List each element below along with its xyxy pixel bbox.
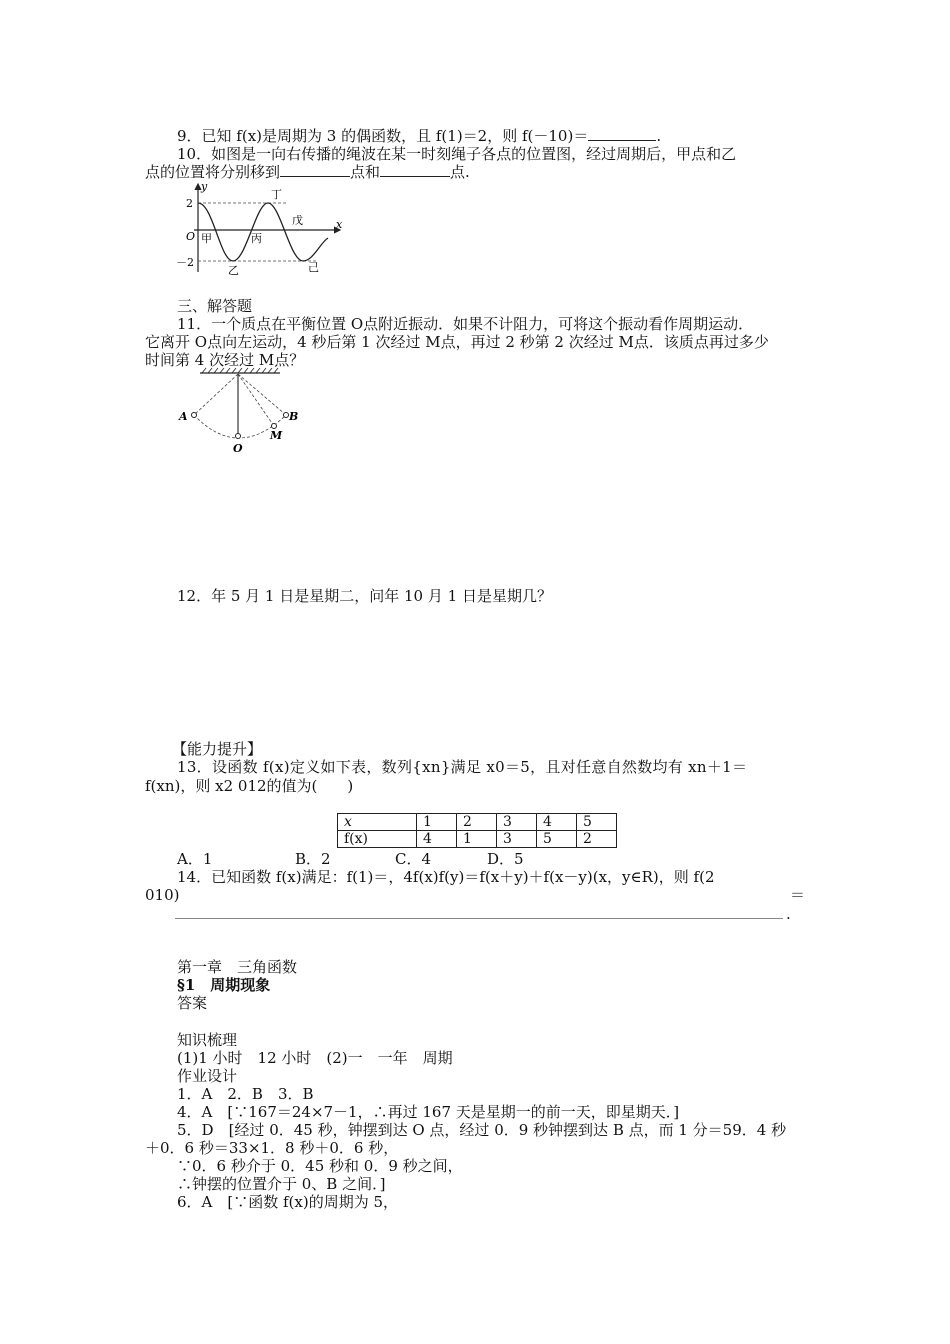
y-bottom-label: －2 [176,256,194,269]
answer-1-3: 1．A 2．B 3．B [177,1085,314,1103]
rope-wave-figure [168,178,348,276]
question-10-part-c: 点. [450,163,470,181]
question-10-part-a: 点的位置将分别移到 [145,163,281,181]
label-m: M [270,429,283,442]
table-cell: 2 [577,831,617,848]
question-14-line2: 010) [145,886,180,904]
question-9 [177,126,661,146]
question-14-line1: 14．已知函数 f(x)满足：f(1)＝，4f(x)f(y)＝f(x＋y)＋f(x－y)(x，y∈R)，则 f(2 [177,868,715,886]
table-row [338,814,617,831]
label-a: A [179,410,188,423]
table-cell: 5 [537,831,577,848]
chapter-title: 第一章 三角函数 [177,958,298,976]
answer-4: 4．A [∵167＝24×7－1，∴再过 167 天是星期一的前一天，即星期天．] [177,1103,680,1121]
option-c: C．4 [395,850,432,868]
point-yi: 乙 [228,264,239,276]
bob-b [284,413,289,418]
answer-5-line4: ∴钟摆的位置介于 0、B 之间．] [177,1175,386,1193]
ability-heading: 【能力提升】 [172,740,263,758]
answers-title: 答案 [177,994,208,1012]
question-13-line1: 13．设函数 f(x)定义如下表，数列{xn}满足 x0＝5，且对任意自然数均有 xn＋1＝ [177,758,748,776]
point-bing: 丙 [251,232,262,245]
option-b: B．2 [295,850,331,868]
table-cell: 3 [497,831,537,848]
question-10-line1: 10．如图是一向右传播的绳波在某一时刻绳子各点的位置图，经过周期后，甲点和乙 [177,145,737,163]
option-d: D．5 [487,850,524,868]
answer-blank [588,126,656,141]
question-11-line2: 它离开 O点向左运动，4 秒后第 1 次经过 M点，再过 2 秒第 2 次经过 M点．该质点再过多少 [145,333,769,351]
knowledge-heading: 知识梳理 [177,1031,238,1049]
wave-curve [198,203,328,261]
x-axis-label: x [336,218,343,231]
section-title: §1 周期现象 [177,976,271,994]
y-top-label: 2 [186,197,193,210]
answer-blank [280,162,350,177]
table-cell: 1 [457,831,497,848]
knowledge-answer: (1)1 小时 12 小时 (2)一 一年 周期 [177,1049,453,1067]
table-cell: 4 [537,814,577,831]
point-ding: 丁 [271,188,282,201]
question-11-line1: 11．一个质点在平衡位置 O点附近振动．如果不计阻力，可将这个振动看作周期运动． [177,315,754,333]
bob-o [236,434,241,439]
answer-5-line3: ∵0．6 秒介于 0．45 秒和 0．9 秒之间， [177,1157,463,1175]
question-11-line3: 时间第 4 次经过 M点？ [145,351,305,369]
table-cell: 2 [457,814,497,831]
pendulum-figure [170,366,310,458]
answer-blank [380,162,450,177]
question-10-part-b: 点和 [350,163,381,181]
table-row [338,831,617,848]
origin-label: O [186,230,196,243]
answer-5-line1: 5．D [经过 0．45 秒，钟摆到达 O 点，经过 0．9 秒钟摆到达 B 点，而 1 分＝59．4 秒 [177,1121,787,1139]
y-axis-label: y [201,180,208,193]
answer-6: 6．A [∵函数 f(x)的周期为 5， [177,1193,399,1211]
section-heading: 三、解答题 [177,297,253,315]
ceiling-hatch [202,368,278,373]
option-a: A．1 [177,850,213,868]
bob-a [192,413,197,418]
string-to-a [194,374,238,415]
answer-blank-line [175,918,783,919]
label-b: B [289,410,299,423]
answer-5-line2: ＋0．6 秒＝33×1．8 秒＋0．6 秒， [145,1139,399,1157]
point-ji: 己 [308,261,319,274]
question-13-line2: f(xn)，则 x2 012的值为( ) [145,777,354,795]
point-jia: 甲 [201,232,212,245]
question-14-eq: ＝ [790,886,806,904]
point-wu: 戊 [292,214,303,227]
table-header-x: x [338,814,417,831]
table-cell: 3 [497,814,537,831]
label-o: O [233,442,243,455]
table-header-f: f(x) [338,831,417,848]
table-cell: 4 [417,831,457,848]
homework-heading: 作业设计 [177,1067,238,1085]
question-9-end: . [656,127,662,145]
question-9-text: 9．已知 f(x)是周期为 3 的偶函数，且 f(1)＝2，则 f(－10)＝ [177,127,589,145]
table-cell: 5 [577,814,617,831]
bob-m [272,424,277,429]
table-cell: 1 [417,814,457,831]
question-12: 12．年 5 月 1 日是星期二，问年 10 月 1 日是星期几？ [177,587,552,605]
function-table [337,813,617,848]
question-14-end: . [786,905,791,923]
